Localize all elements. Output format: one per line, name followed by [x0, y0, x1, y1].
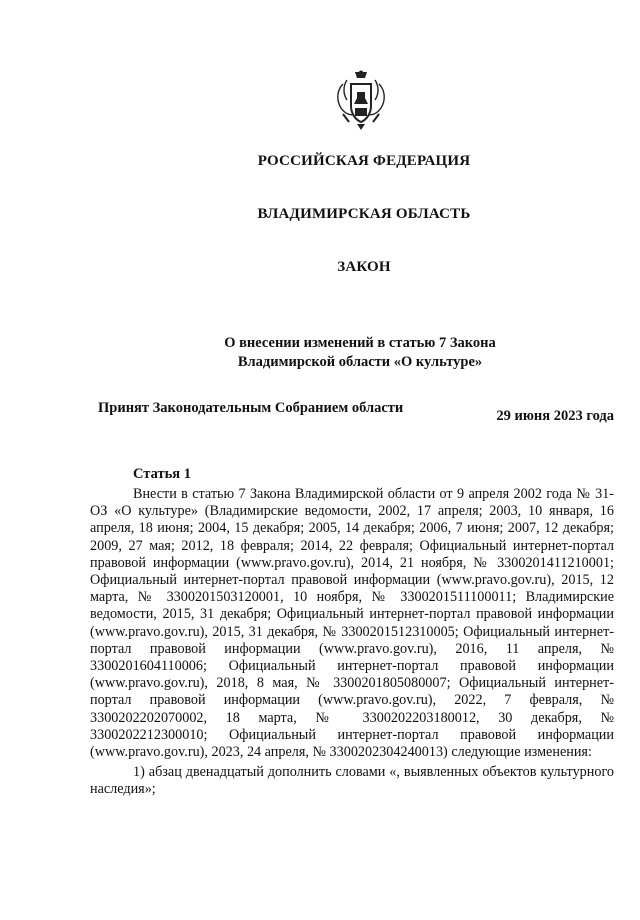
law-title-line1: О внесении изменений в статью 7 Закона — [224, 335, 496, 351]
doc-type-heading: ЗАКОН — [337, 259, 391, 275]
coat-of-arms-icon — [333, 70, 389, 132]
adoption-date: 29 июня 2023 года — [496, 408, 614, 424]
law-title — [150, 334, 570, 372]
amendment-item-1: 1) абзац двенадцатый дополнить словами «, выявленных объектов культурного наследия»; — [90, 764, 614, 798]
article-paragraph: Внести в статью 7 Закона Владимирской области от 9 апреля 2002 года № 31-ОЗ «О культуре» (Владимирские ведомости, 2002, 17 апреля; 2003, 10 января, 16 апреля, 18 июня; 2004, 15 декабря; 2005, 14 декабря; 2006, 7 июня; 2007, 12 декабря; 2009, 27 мая; 2012, 18 февраля; 2014, 22 февраля; Официальный интернет-портал правовой информации (www.pravo.gov.ru), 2014, 21 ноября, № 3300201411210001; Официальный интернет-портал правовой информации (www.pravo.gov.ru), 2015, 12 марта, № 3300201503120001, 10 ноября, № 3300201511100011; Владимирские ведомости, 2015, 31 декабря; Официальный интернет-портал правовой информации (www.pravo.gov.ru), 2015, 31 декабря, № 3300201512310005; Официальный интернет-портал правовой информации (www.pravo.gov.ru), 2016, 11 апреля, № 3300201604110006; Официальный интернет-портал правовой информации (www.pravo.gov.ru), 2018, 8 мая, № 3300201805080007; Официальный интернет-портал правовой информации (www.pravo.gov.ru), 2022, 7 февраля, № 3300202202070002, 18 марта, № 3300202203180012, 30 декабря, № 3300202212300010; Официальный интернет-портал правовой информации (www.pravo.gov.ru), 2023, 24 апреля, № 3300202304240013) следующие изменения: — [90, 486, 614, 761]
adopted-by: Принят Законодательным Собранием области — [98, 400, 404, 416]
region-heading: ВЛАДИМИРСКАЯ ОБЛАСТЬ — [257, 206, 471, 222]
adoption-line — [98, 400, 618, 424]
country-heading: РОССИЙСКАЯ ФЕДЕРАЦИЯ — [257, 153, 471, 169]
law-title-line2: Владимирской области «О культуре» — [237, 354, 483, 370]
article-body — [90, 486, 614, 799]
article-title: Статья 1 — [133, 466, 191, 482]
